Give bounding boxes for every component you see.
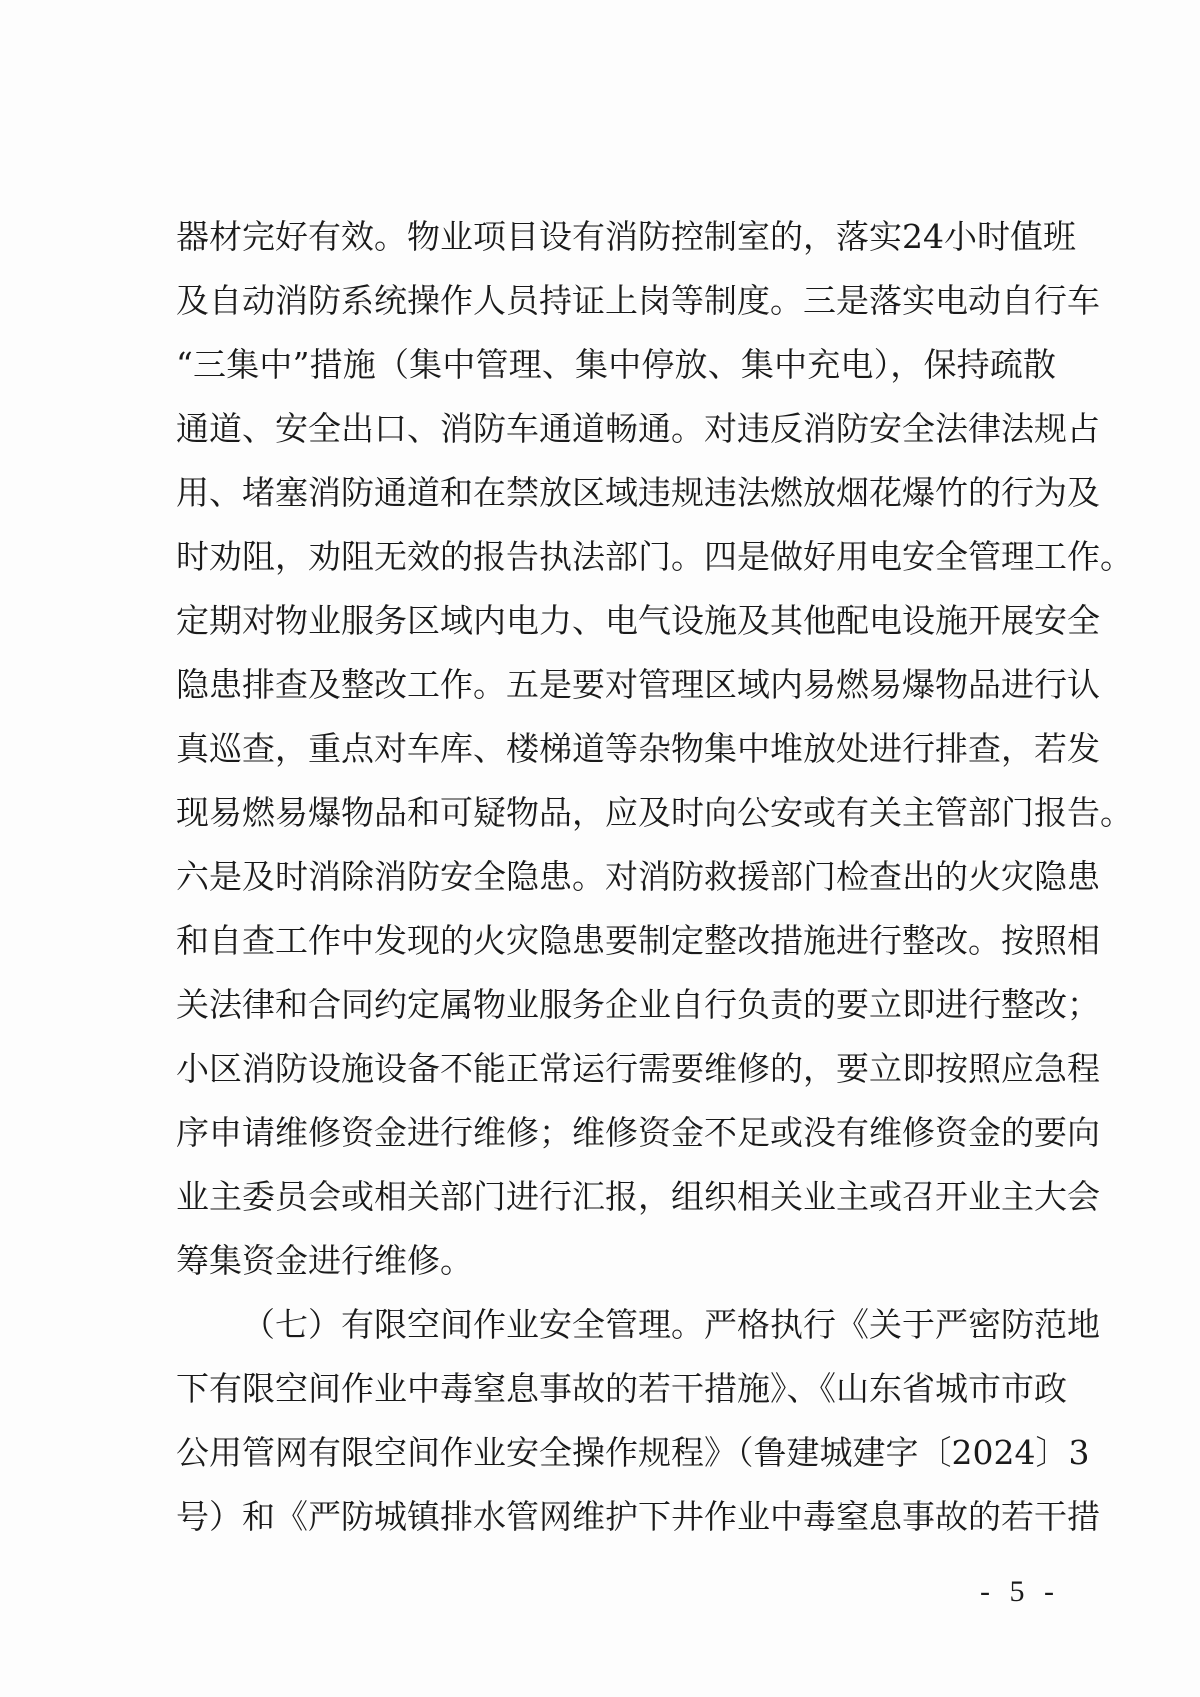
body-line-1: 器材完好有效。物业项目设有消防控制室的，落实24小时值班 [176,217,1076,256]
body-line-8: 隐患排查及整改工作。五是要对管理区域内易燃易爆物品进行认 [176,665,1100,704]
body-line-5: 用、堵塞消防通道和在禁放区域违规违法燃放烟花爆竹的行为及 [176,473,1100,512]
body-line-11: 六是及时消除消防安全隐患。对消防救援部门检查出的火灾隐患 [176,857,1100,896]
body-line-10: 现易燃易爆物品和可疑物品，应及时向公安或有关主管部门报告。 [176,793,1133,832]
section-heading-line: （七）有限空间作业安全管理。严格执行《关于严密防范地 [242,1305,1100,1344]
body-line-19: 下有限空间作业中毒窒息事故的若干措施》、《山东省城市市政 [176,1369,1067,1408]
body-line-17: 筹集资金进行维修。 [176,1241,473,1280]
body-line-20: 公用管网有限空间作业安全操作规程》（鲁建城建字〔2024〕3 [176,1433,1090,1472]
body-line-16: 业主委员会或相关部门进行汇报，组织相关业主或召开业主大会 [176,1177,1100,1216]
body-line-3: “三集中”措施（集中管理、集中停放、集中充电），保持疏散 [176,345,1056,384]
body-line-9: 真巡查，重点对车库、楼梯道等杂物集中堆放处进行排查，若发 [176,729,1100,768]
body-line-12: 和自查工作中发现的火灾隐患要制定整改措施进行整改。按照相 [176,921,1100,960]
body-line-2: 及自动消防系统操作人员持证上岗等制度。三是落实电动自行车 [176,281,1100,320]
body-line-14: 小区消防设施设备不能正常运行需要维修的，要立即按照应急程 [176,1049,1100,1088]
body-line-21: 号）和《严防城镇排水管网维护下井作业中毒窒息事故的若干措 [176,1497,1100,1536]
body-line-15: 序申请维修资金进行维修；维修资金不足或没有维修资金的要向 [176,1113,1100,1152]
page-number: - 5 - [980,1575,1060,1608]
body-line-4: 通道、安全出口、消防车通道畅通。对违反消防安全法律法规占 [176,409,1100,448]
body-line-6: 时劝阻，劝阻无效的报告执法部门。四是做好用电安全管理工作。 [176,537,1133,576]
body-line-7: 定期对物业服务区域内电力、电气设施及其他配电设施开展安全 [176,601,1100,640]
body-line-13: 关法律和合同约定属物业服务企业自行负责的要立即进行整改； [176,985,1100,1024]
